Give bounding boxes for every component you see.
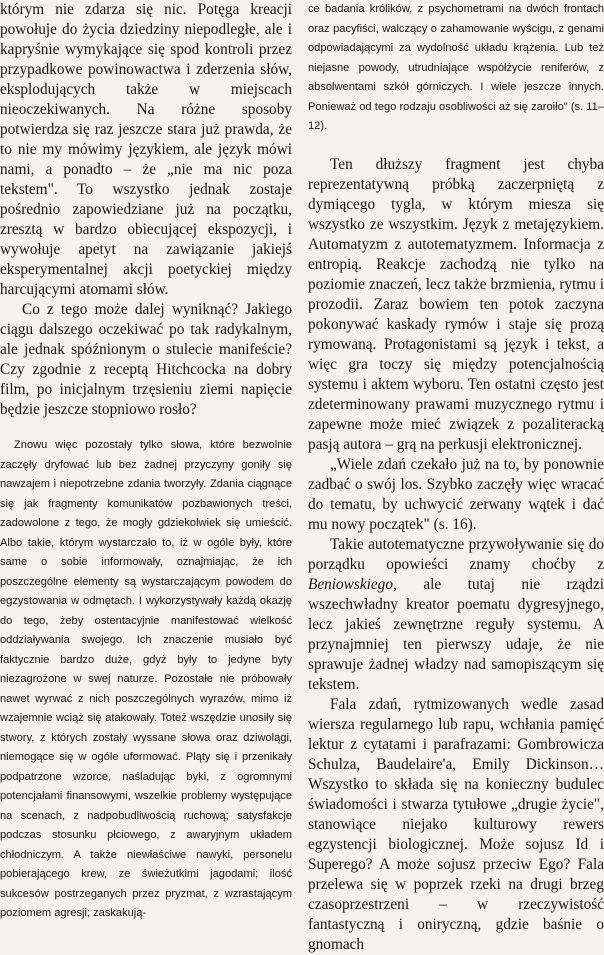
right-body-text bbox=[308, 155, 604, 955]
title-beniowski: Beniowskiego bbox=[308, 575, 393, 593]
block-quote bbox=[0, 436, 292, 924]
paragraph: Fala zdań, rytmizowanych wedle zasad wiersza regularnego lub rapu, wchłania pamięć lektur z cytatami i parafrazami: Gombrowicza Schulza, Baudelaire'a, Emily Dickinson… Wszystko to składa się na konieczny budulec świadomości i stwarza tytułowe „drugie życie", stanowiące niejako kulturowy rewers egzystencji biologicznej. Może sojusz Id i Superego? A może sojusz przeciw Ego? Fala przelewa się w poprzek rzeki na drugi brzeg czasoprzestrzeni – w rzeczywistość fantastyczną i oniryczną, gdzie baśnie o gnomach bbox=[308, 695, 604, 953]
block-quote-continuation bbox=[308, 0, 604, 137]
paragraph: którym nie zdarza się nic. Potęga kreacji powołuje do życia dziedziny niepodległe, ale i kapryśnie wymykające się spod kontroli przez przypadkowe powinowactwa i zderzenia słów, eksplodujących także w miejscach nieoczekiwanych. Na różne sposoby potwierdza się raz jeszcze stara już prawda, że to nie my mówimy językiem, ale język mówi nami, a ponadto – że „nie ma nic poza tekstem". To wszystko jednak zostaje pośrednio zapowiedziane już na początku, zresztą w bardzo obiecującej ekspozycji, i wywołuje apetyt na zawiązanie jakiejś eksperymentalnej akcji poetyckiej między harcującymi atomami słów. bbox=[0, 1, 292, 298]
left-column bbox=[0, 0, 292, 924]
paragraph: Ten dłuższy fragment jest chyba reprezentatywną próbką zaczerpniętą z dymiącego tygla, w którym miesza się wszystko ze wszystkim. Język z metajęzykiem. Automatyzm z autotematyzmem. Informacja z entropią. Reakcje zachodzą nie tylko na poziomie znaczeń, lecz także brzmienia, rytmu i prozodii. Zaraz bowiem ten potok zaczyna pokonywać kaskady rymów i staje się prozą rymowaną. Protagonistami są język i tekst, a więc gra toczy się między potencjalnością systemu i aktem wyboru. Ten ostatni często jest zdeterminowany prawami muzycznego rytmu i zapewne może mieć związek z pozaliteracką pasją autora – grą na perkusji elektronicznej. bbox=[308, 155, 604, 453]
paragraph: Co z tego może dalej wyniknąć? Jakiego ciągu dalszego oczekiwać po tak radykalnym, ale jednak spóźnionym o stulecie manifeście? Czy zgodnie z receptą Hitchcocka na dobry film, po inicjalnym trzęsieniu ziemi napięcie będzie jeszcze stopniowo rosło? bbox=[0, 301, 292, 418]
paragraph: „Wiele zdań czekało już na to, by ponownie zadbać o swój los. Szybko zaczęły więc wracać do tematu, by uchwycić zerwany wątek i dać mu nowy początek" (s. 16). bbox=[308, 455, 604, 533]
quote-text: ce badania królików, z psychometrami na dwóch frontach oraz pacyfiści, walczący o zahamowanie wyścigu, z genami odpowiadającymi za wydolność układu krążenia. Lub też niejasne powody, utrudniające współżycie reniferów, z absolwentami szkół górniczych. I wiele jeszcze innych. Ponieważ od tego rodzaju osobliwości aż się zaroiło" (s. 11–12). bbox=[308, 3, 604, 132]
paragraph bbox=[308, 535, 604, 695]
left-body-text bbox=[0, 0, 292, 420]
quote-text: Znowu więc pozostały tylko słowa, które bezwolnie zaczęły dryfować lub bez żadnej przyczyny goniły się nawzajem i niepotrzebne zdania tworzyły. Zdania ciągnące się jak fragmenty komunikatów pozbawionych treści, zadowolone z tego, że mogły gdziekolwiek się umieścić. Albo takie, którym wystarczało to, iż w ogóle były, które same o sobie informowały, oznajmiając, że ich poszczególne elementy są wystarczającym powodem do egzystowania w odmętach. I wykorzystywały każdą okazję do tego, żeby ostentacyjnie manifestować wielkość oddziaływania swojego. Ich znaczenie musiało być faktycznie bardzo duże, gdyż były to jedyne byty niezagrożone w swej naturze. Pozostałe nie próbowały nawet wyrwać z nich poszczególnych wyrazów, mimo iż wzajemnie wciąż się atakowały. Toteż wszędzie unosiły się stwory, z których zostały wyssane słowa oraz dziwolągi, niemogące się w ogóle uformować. Pląty się i przenikały podpatrzone wzorce, naśladując byki, z ogromnymi potencjałami finansowymi, wszelkie problemy występujące na scenach, z nadpobudliwością ruchową; satysfakcje podczas stosunku płciowego, z awaryjnym układem chłodniczym. A także niewłaściwe nawyki, personelu pobierającego krew, ze świeżutkimi jagodami; ilość sukcesów postrzeganych przez pryzmat, z wzrastającym poziomem agresji; zaskakują- bbox=[0, 439, 292, 919]
right-column bbox=[308, 0, 604, 955]
paragraph-text: , ale tutaj nie rządzi wszechwładny kreator poematu dygresyjnego, lecz jakieś zewnętrzne reguły systemu. A przynajmniej ten pierwszy udaje, że nie sprawuje żadnej władzy nad samopiszącym się tekstem. bbox=[308, 575, 604, 693]
paragraph-text: Takie autotematyczne przywoływanie się do porządku opowieści znamy choćby z bbox=[308, 535, 604, 573]
